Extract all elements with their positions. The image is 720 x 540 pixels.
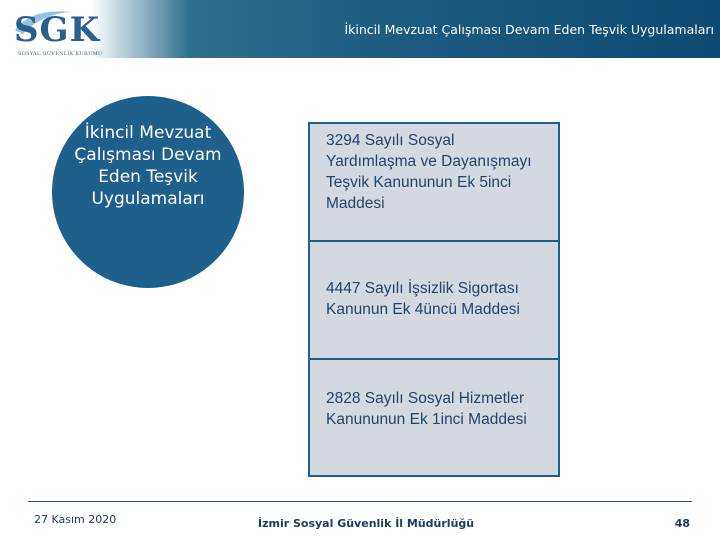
list-item-text: 2828 Sayılı Sosyal Hizmetler Kanununun Ek 1inci Maddesi	[326, 390, 527, 428]
list-item-text: 4447 Sayılı İşsizlik Sigortası Kanunun Ek 4üncü Maddesi	[326, 280, 520, 318]
list-item-text: 3294 Sayılı Sosyal Yardımlaşma ve Dayanışmayı Teşvik Kanununun Ek 5inci Maddesi	[326, 132, 532, 212]
logo-subtext: SOSYAL GÜVENLİK KURUMU	[18, 51, 103, 57]
sgk-logo	[6, 8, 124, 58]
list-item	[308, 122, 560, 242]
footer-organization: İzmir Sosyal Güvenlik İl Müdürlüğü	[258, 517, 475, 530]
slide-header-title: İkincil Mevzuat Çalışması Devam Eden Teşvik Uygulamaları	[344, 22, 714, 37]
page-number: 48	[674, 517, 690, 530]
header-bar	[0, 0, 720, 58]
list-item	[308, 358, 560, 477]
logo-text: SGK	[14, 10, 101, 50]
footer-divider	[28, 501, 692, 502]
footer-date: 27 Kasım 2020	[34, 513, 117, 526]
list-item	[308, 240, 560, 360]
topic-circle-label: İkincil Mevzuat Çalışması Devam Eden Teşvik Uygulamaları	[74, 123, 222, 209]
